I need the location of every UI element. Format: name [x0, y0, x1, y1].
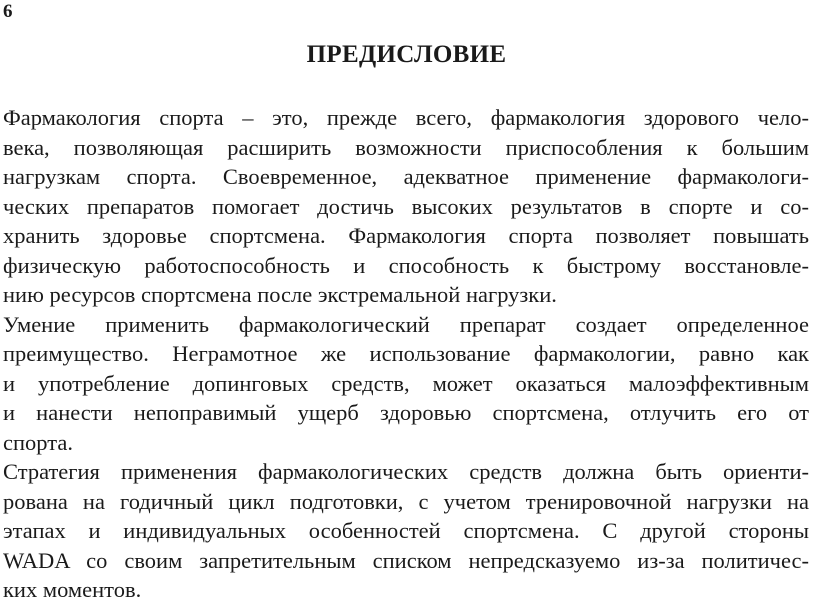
paragraph-3	[3, 457, 809, 605]
text-line: преимущество. Неграмотное же использование фармакологии, равно как	[3, 341, 809, 366]
text-line: WADA со своим запретительным списком непредсказуемо из-за политичес-	[3, 547, 809, 573]
page-title: ПРЕДИСЛОВИЕ	[306, 41, 507, 68]
paragraph-2	[3, 310, 809, 458]
paragraph-1	[3, 103, 809, 310]
text-line: века, позволяющая расширить возможности приспособления к большим	[3, 134, 809, 160]
text-line: и нанести непоправимый ущерб здоровью спортсмена, отлучить его от	[3, 400, 809, 425]
text-line: рована на годичный цикл подготовки, с учетом тренировочной нагрузки на	[3, 488, 809, 514]
text-line: Стратегия применения фармакологических средств должна быть ориенти-	[3, 459, 809, 484]
text-line: Умение применить фармакологический препарат создает определенное	[3, 311, 809, 337]
text-line: нию ресурсов спортсмена после экстремальной нагрузки.	[3, 282, 557, 307]
page-number: 6	[3, 1, 13, 22]
text-line: физическую работоспособность и способность к быстрому восстановле-	[3, 252, 809, 278]
text-line: нагрузкам спорта. Своевременное, адекватное применение фармакологи-	[3, 164, 809, 189]
body-text	[3, 103, 809, 605]
text-line: ческих препаратов помогает достичь высоких результатов в спорте и со-	[3, 193, 809, 219]
text-line: Фармакология спорта – это, прежде всего, фармакология здорового чело-	[3, 105, 809, 130]
text-line: спорта.	[3, 429, 73, 455]
text-line: ких моментов.	[3, 577, 142, 602]
text-line: и употребление допинговых средств, может оказаться малоэффективным	[3, 370, 809, 396]
text-line: этапах и индивидуальных особенностей спортсмена. С другой стороны	[3, 518, 809, 543]
text-line: хранить здоровье спортсмена. Фармакология спорта позволяет повышать	[3, 223, 809, 248]
